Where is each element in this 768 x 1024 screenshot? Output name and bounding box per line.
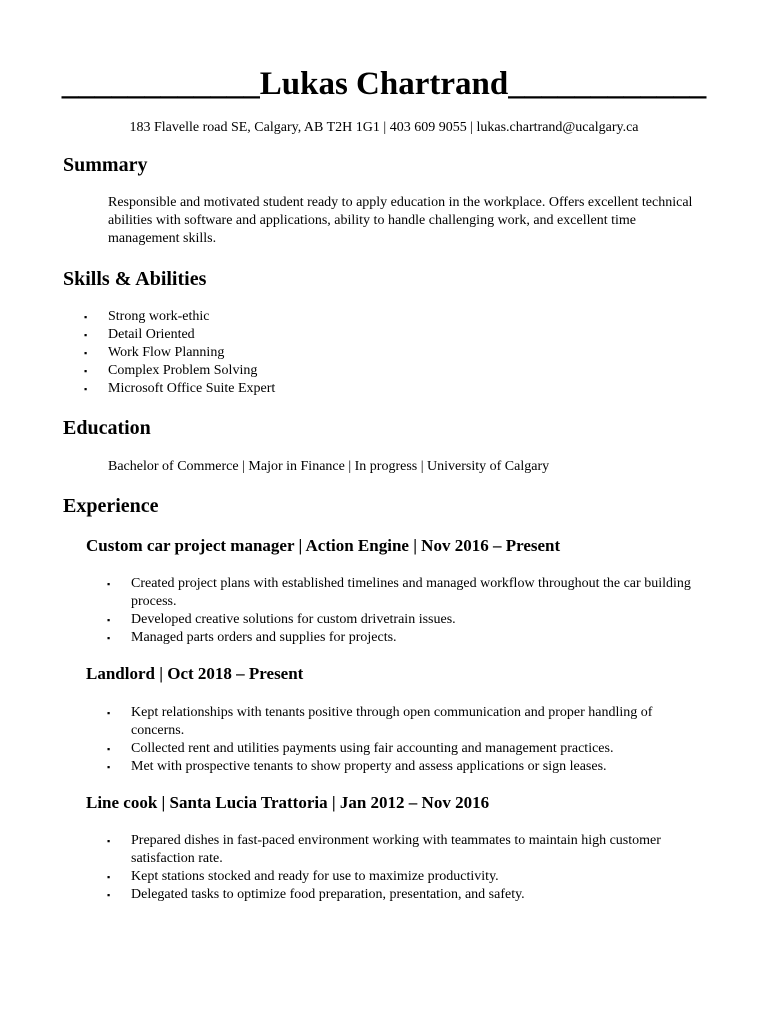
job-duties-list (107, 832, 706, 904)
bullet-icon: ▪ (107, 744, 111, 754)
job-duties-list (107, 704, 706, 776)
candidate-name: ____________Lukas Chartrand____________ (61, 66, 707, 102)
education-heading: Education (63, 417, 151, 439)
experience-heading: Experience (63, 495, 159, 517)
duty-text: Prepared dishes in fast-paced environment working with teammates to maintain high customer satisfaction rate. (131, 833, 661, 866)
skill-text: Strong work-ethic (108, 309, 210, 324)
skill-text: Detail Oriented (108, 327, 195, 342)
list-item (107, 611, 706, 629)
skill-text: Work Flow Planning (108, 345, 225, 360)
list-item (84, 380, 708, 398)
summary-heading: Summary (63, 154, 148, 176)
duty-text: Met with prospective tenants to show property and assess applications or sign leases. (131, 759, 607, 774)
list-item (107, 575, 706, 611)
bullet-icon: ▪ (107, 890, 111, 900)
list-item (107, 886, 706, 904)
duty-text: Collected rent and utilities payments using fair accounting and management practices. (131, 741, 614, 756)
bullet-icon: ▪ (107, 708, 111, 718)
list-item (107, 832, 706, 868)
bullet-icon: ▪ (84, 312, 88, 322)
list-item (107, 629, 706, 647)
list-item (107, 740, 706, 758)
skill-text: Complex Problem Solving (108, 363, 258, 378)
list-item (107, 758, 706, 776)
job-duties-list (107, 575, 706, 647)
bullet-icon: ▪ (107, 579, 111, 589)
bullet-icon: ▪ (84, 384, 88, 394)
list-item (84, 362, 708, 380)
list-item (84, 326, 708, 344)
bullet-icon: ▪ (107, 836, 111, 846)
skill-text: Microsoft Office Suite Expert (108, 381, 276, 396)
list-item (107, 704, 706, 740)
bullet-icon: ▪ (107, 872, 111, 882)
bullet-icon: ▪ (84, 366, 88, 376)
bullet-icon: ▪ (107, 615, 111, 625)
job-title: Landlord | Oct 2018 – Present (86, 664, 304, 683)
duty-text: Kept relationships with tenants positive through open communication and proper handling of concerns. (131, 705, 653, 738)
job-title: Custom car project manager | Action Engine | Nov 2016 – Present (86, 536, 561, 555)
contact-info: 183 Flavelle road SE, Calgary, AB T2H 1G1 | 403 609 9055 | lukas.chartrand@ucalgary.ca (129, 120, 639, 135)
skills-list (84, 308, 708, 398)
duty-text: Created project plans with established timelines and managed workflow throughout the car building process. (131, 576, 691, 609)
bullet-icon: ▪ (107, 633, 111, 643)
summary-text: Responsible and motivated student ready to apply education in the workplace. Offers excellent technical abilities with software and applications, ability to handle challenging work, and excellent time management skills. (108, 195, 693, 246)
skills-heading: Skills & Abilities (63, 268, 207, 290)
duty-text: Managed parts orders and supplies for projects. (131, 630, 397, 645)
bullet-icon: ▪ (84, 330, 88, 340)
education-text: Bachelor of Commerce | Major in Finance | In progress | University of Calgary (108, 459, 550, 474)
job-title: Line cook | Santa Lucia Trattoria | Jan 2012 – Nov 2016 (86, 793, 490, 812)
duty-text: Delegated tasks to optimize food preparation, presentation, and safety. (131, 887, 525, 902)
duty-text: Kept stations stocked and ready for use to maximize productivity. (131, 869, 499, 884)
bullet-icon: ▪ (84, 348, 88, 358)
list-item (107, 868, 706, 886)
list-item (84, 308, 708, 326)
list-item (84, 344, 708, 362)
bullet-icon: ▪ (107, 762, 111, 772)
duty-text: Developed creative solutions for custom drivetrain issues. (131, 612, 456, 627)
